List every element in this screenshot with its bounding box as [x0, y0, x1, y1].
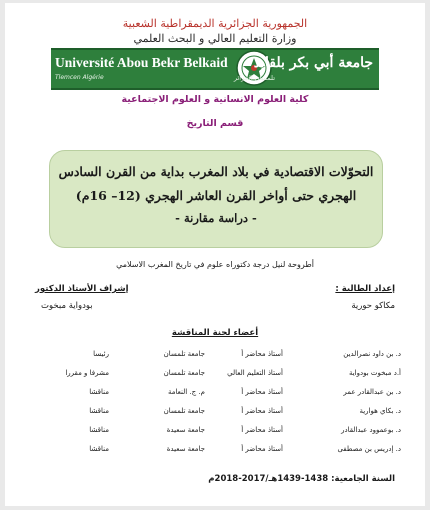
republic-header: الجمهورية الجزائرية الديمقراطية الشعبية: [122, 17, 308, 30]
member-role: مشرفا و مقررا: [65, 369, 109, 377]
member-rank: أستاذ محاضر أ: [241, 426, 283, 434]
member-name: د. بن عبدالقادر عمر: [343, 388, 401, 396]
table-row: [29, 346, 401, 365]
member-role: مناقشا: [89, 407, 109, 415]
thesis-title-line3: - دراسة مقارنة -: [175, 211, 257, 225]
member-role: مناقشا: [89, 426, 109, 434]
member-rank: أستاذ محاضر أ: [241, 445, 283, 453]
committee-table: [29, 346, 401, 460]
member-role: مناقشا: [89, 388, 109, 396]
table-row: [29, 422, 401, 441]
member-name: أ.د مبخوت بودواية: [348, 369, 401, 377]
member-rank: أستاذ التعليم العالي: [227, 369, 283, 377]
member-name: د. بوعموود عبدالقادر: [341, 426, 401, 434]
member-name: د. إدريس بن مصطفى: [337, 445, 401, 453]
committee-title: أعضاء لجنة المناقشة: [171, 328, 259, 338]
member-rank: أستاذ محاضر أ: [241, 350, 283, 358]
prepared-by-name: مكاكو حورية: [351, 301, 395, 311]
university-location-fr: Tlemcen Algérie: [55, 74, 104, 81]
member-rank: أستاذ محاضر أ: [241, 388, 283, 396]
university-name-fr: Université Abou Bekr Belkaid: [55, 55, 228, 70]
thesis-note: أطروحة لنيل درجة دكتوراه علوم في تاريخ المغرب الاسلامي: [116, 260, 314, 269]
supervisor-label: إشراف الأستاذ الدكتور: [35, 284, 129, 294]
department-name: قسم التاريخ: [186, 118, 244, 129]
member-university: جامعة تلمسان: [163, 369, 205, 377]
table-row: [29, 365, 401, 384]
member-rank: أستاذ محاضر أ: [241, 407, 283, 415]
document-page: [5, 3, 425, 506]
prepared-by-label: إعداد الطالبة :: [335, 284, 395, 294]
member-name: د. بكاي هوارية: [359, 407, 401, 415]
academic-year: السنة الجامعية: 1438-1439هـ/2017-2018م: [208, 474, 395, 484]
university-banner: [51, 48, 379, 90]
member-role: مناقشا: [89, 445, 109, 453]
member-name: د. بن داود نصرالدين: [343, 350, 401, 358]
university-location-ar: تلمسان الجزائر: [233, 74, 275, 82]
member-university: جامعة تلمسان: [163, 350, 205, 358]
table-row: [29, 441, 401, 460]
ministry-header: وزارة التعليم العالي و البحث العلمي: [133, 32, 297, 45]
thesis-title-box: [49, 150, 383, 248]
table-row: [29, 384, 401, 403]
thesis-title-line2: الهجري حتى أواخر القرن العاشر الهجري (12– 16م): [75, 188, 357, 203]
supervisor-name: بودواية مبخوت: [41, 301, 93, 311]
table-row: [29, 403, 401, 422]
thesis-title-line1: التحوّلات الاقتصادية في بلاد المغرب بداية من القرن السادس: [58, 164, 374, 179]
university-name-ar: جامعة أبي بكر بلقايد: [253, 55, 373, 71]
member-university: م. ج. النعامة: [168, 388, 205, 396]
member-university: جامعة تلمسان: [163, 407, 205, 415]
member-university: جامعة سعيدة: [166, 445, 205, 453]
member-university: جامعة سعيدة: [166, 426, 205, 434]
faculty-name: كلية العلوم الانسانية و العلوم الاجتماعية: [121, 94, 309, 105]
member-role: رئيسا: [93, 350, 109, 358]
